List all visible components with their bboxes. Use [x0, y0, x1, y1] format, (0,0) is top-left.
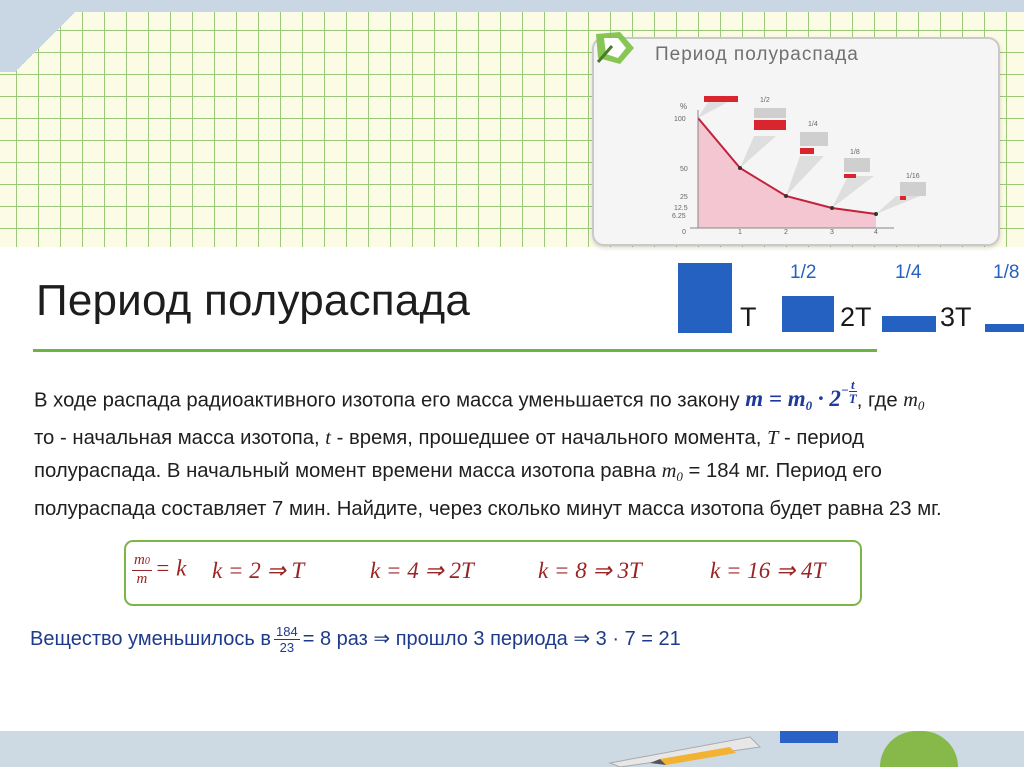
- label-3T: 3T: [940, 302, 972, 332]
- ratio-denominator: m: [136, 571, 148, 587]
- slide-title: Период полураспада: [36, 276, 471, 325]
- block-eighth-empty: [844, 158, 870, 172]
- beam-5: [876, 196, 920, 214]
- exponent-den: T: [848, 391, 857, 406]
- equation-k2: k = 2 ⇒ T: [212, 558, 305, 583]
- point-2: [784, 194, 788, 198]
- problem-text: [34, 378, 994, 526]
- problem-text-7: = 184 мг. Период его: [688, 460, 882, 483]
- ratio-num-sub: 0: [144, 556, 150, 567]
- equation-k4: k = 4 ⇒ 2T: [370, 558, 474, 583]
- m0-sub-2: 0: [676, 469, 683, 485]
- pencil-ruler-decoration: [600, 733, 770, 767]
- label-T: T: [740, 302, 757, 332]
- m0-sub: 0: [917, 398, 925, 414]
- fraction-label-sixteenth: 1/16: [906, 173, 920, 180]
- m0-symbol: [903, 389, 925, 414]
- label-2T: 2T: [840, 302, 872, 332]
- answer-numerator: 184: [276, 624, 298, 639]
- m0-symbol-2: [661, 460, 683, 485]
- problem-text-5: - период: [784, 427, 864, 450]
- y-tick-25: 25: [680, 194, 688, 201]
- ratio-num-m: m: [134, 552, 145, 568]
- block-sixteenth: [900, 196, 906, 200]
- ratio-numerator: [132, 552, 152, 571]
- formula-exponent: − $\frac{t}{T}$: [840, 377, 857, 406]
- block-quarter-empty: [800, 132, 828, 146]
- m0-m-2: m: [661, 460, 677, 483]
- ratio-equation: [132, 552, 186, 588]
- blue-decoration: [780, 731, 838, 743]
- x-tick-3: 3: [830, 229, 834, 236]
- ratio-fraction: [132, 552, 152, 588]
- problem-text-2: , где: [856, 389, 898, 412]
- formula-base: · 2: [812, 386, 841, 412]
- label-half: 1/2: [790, 262, 817, 283]
- x-tick-2: 2: [784, 229, 788, 236]
- m0-m: m: [903, 389, 918, 412]
- bottom-bar: [0, 731, 1024, 767]
- x-tick-0: 0: [682, 229, 686, 236]
- bar-quarter: [882, 316, 936, 332]
- t-symbol: t: [325, 427, 331, 450]
- block-quarter: [800, 148, 814, 154]
- fraction-label-eighth: 1/8: [850, 149, 860, 156]
- ratio-eq-k: = k: [154, 555, 187, 581]
- answer-line: [30, 624, 681, 655]
- block-half-empty: [754, 108, 786, 118]
- y-tick-100: 100: [674, 116, 686, 123]
- beam-1: [698, 102, 728, 118]
- problem-text-3: то - начальная масса изотопа,: [34, 427, 320, 450]
- y-tick-12-5: 12.5: [674, 205, 688, 212]
- answer-denominator: 23: [279, 640, 295, 655]
- decay-area: [698, 118, 876, 228]
- equation-k8: k = 8 ⇒ 3T: [538, 558, 642, 583]
- beam-2: [740, 136, 776, 168]
- bar-eighth: [985, 324, 1024, 332]
- equation-k16: k = 16 ⇒ 4T: [710, 558, 826, 583]
- y-tick-50: 50: [680, 166, 688, 173]
- problem-text-8: полураспада составляет 7 мин. Найдите, через сколько минут масса изотопа будет равна 23 мг.: [34, 498, 942, 521]
- T-symbol: T: [767, 427, 779, 450]
- block-eighth: [844, 174, 856, 178]
- point-3: [830, 206, 834, 210]
- block-half: [754, 120, 786, 130]
- top-bar: [0, 0, 1024, 12]
- exponent-num: t: [849, 378, 857, 392]
- answer-fraction: [274, 624, 300, 655]
- fraction-label-quarter: 1/4: [808, 121, 818, 128]
- block-full: [704, 96, 738, 102]
- fraction-label-half: 1/2: [760, 97, 770, 104]
- pushpin-icon: [590, 28, 640, 68]
- label-eighth: 1/8: [993, 262, 1020, 283]
- problem-text-6: полураспада. В начальный момент времени масса изотопа равна: [34, 460, 657, 483]
- half-life-decay-chart: [604, 96, 954, 236]
- title-underline: [33, 349, 877, 352]
- point-1: [738, 166, 742, 170]
- formula-main: m = m: [745, 386, 806, 412]
- problem-text-1: В ходе распада радиоактивного изотопа его масса уменьшается по закону: [34, 389, 740, 412]
- label-quarter: 1/4: [895, 262, 922, 283]
- x-tick-4: 4: [874, 229, 878, 236]
- formula: [745, 377, 857, 414]
- point-4: [874, 212, 878, 216]
- answer-prefix: Вещество уменьшилось в: [30, 627, 272, 650]
- background-corner: [0, 12, 90, 72]
- formula-sub: 0: [805, 398, 813, 414]
- bar-full: [678, 263, 732, 333]
- card-title: Период полураспада: [655, 44, 859, 65]
- beam-4: [832, 176, 874, 208]
- y-axis-label: %: [680, 102, 688, 111]
- y-tick-6-25: 6.25: [672, 213, 686, 220]
- beam-3: [786, 156, 824, 196]
- block-sixteenth-empty: [900, 182, 926, 196]
- answer-rest: = 8 раз ⇒ прошло 3 периода ⇒ 3 · 7 = 21: [302, 627, 681, 650]
- problem-text-4: - время, прошедшее от начального момента,: [336, 427, 762, 450]
- bar-half: [782, 296, 834, 332]
- x-tick-1: 1: [738, 229, 742, 236]
